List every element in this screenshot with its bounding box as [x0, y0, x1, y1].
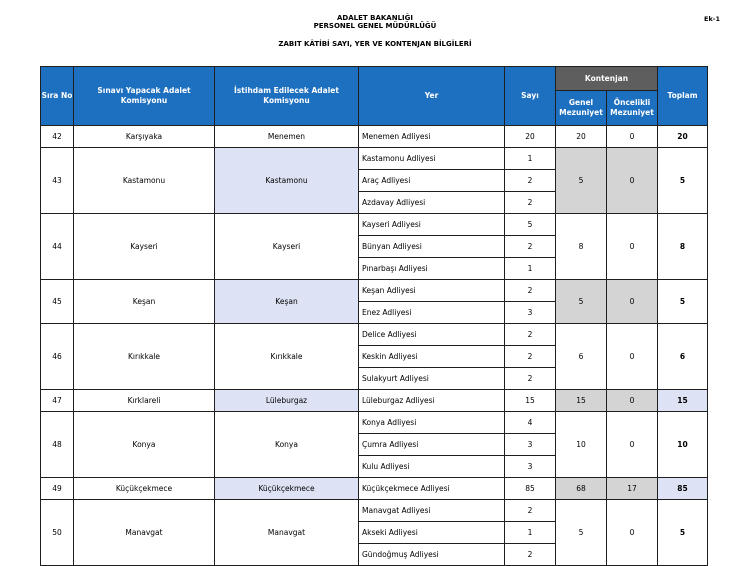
cell-yer: Manavgat Adliyesi	[359, 500, 505, 522]
cell-yer: Küçükçekmece Adliyesi	[359, 478, 505, 500]
cell-genel: 5	[556, 280, 607, 324]
header-sira: Sıra No	[41, 67, 74, 126]
cell-sinav: Kırklareli	[74, 390, 215, 412]
cell-sira: 47	[41, 390, 74, 412]
table-row	[41, 214, 708, 236]
cell-yer: Keşan Adliyesi	[359, 280, 505, 302]
cell-yer: Pınarbaşı Adliyesi	[359, 258, 505, 280]
table-row	[41, 148, 708, 170]
cell-sayi: 20	[505, 126, 556, 148]
cell-toplam: 10	[658, 412, 708, 478]
table-row	[41, 126, 708, 148]
cell-yer: Gündoğmuş Adliyesi	[359, 544, 505, 566]
cell-sayi: 2	[505, 544, 556, 566]
cell-toplam: 85	[658, 478, 708, 500]
cell-yer: Keskin Adliyesi	[359, 346, 505, 368]
cell-istihdam: Keşan	[215, 280, 359, 324]
cell-yer: Enez Adliyesi	[359, 302, 505, 324]
cell-yer: Lüleburgaz Adliyesi	[359, 390, 505, 412]
header-kontenjan: Kontenjan	[556, 67, 658, 91]
cell-sira: 42	[41, 126, 74, 148]
cell-sinav: Kastamonu	[74, 148, 215, 214]
cell-yer: Kulu Adliyesi	[359, 456, 505, 478]
cell-sayi: 2	[505, 500, 556, 522]
cell-sayi: 85	[505, 478, 556, 500]
cell-istihdam: Küçükçekmece	[215, 478, 359, 500]
table-row	[41, 478, 708, 500]
cell-oncelikli: 0	[607, 412, 658, 478]
table-row	[41, 500, 708, 522]
cell-sira: 44	[41, 214, 74, 280]
cell-sinav: Manavgat	[74, 500, 215, 566]
cell-yer: Azdavay Adliyesi	[359, 192, 505, 214]
cell-sira: 46	[41, 324, 74, 390]
cell-genel: 20	[556, 126, 607, 148]
doc-header-line1: ADALET BAKANLIĞI	[337, 14, 413, 22]
cell-istihdam: Kastamonu	[215, 148, 359, 214]
cell-sayi: 2	[505, 324, 556, 346]
cell-sayi: 15	[505, 390, 556, 412]
cell-genel: 6	[556, 324, 607, 390]
table-row	[41, 412, 708, 434]
cell-yer: Kastamonu Adliyesi	[359, 148, 505, 170]
cell-istihdam: Lüleburgaz	[215, 390, 359, 412]
cell-sayi: 2	[505, 236, 556, 258]
header-yer: Yer	[359, 67, 505, 126]
cell-genel: 5	[556, 148, 607, 214]
header-oncelikli: Öncelikli Mezuniyet	[607, 91, 658, 126]
cell-sinav: Konya	[74, 412, 215, 478]
cell-oncelikli: 17	[607, 478, 658, 500]
cell-sinav: Kırıkkale	[74, 324, 215, 390]
cell-sayi: 1	[505, 148, 556, 170]
cell-istihdam: Kayseri	[215, 214, 359, 280]
cell-genel: 10	[556, 412, 607, 478]
cell-yer: Menemen Adliyesi	[359, 126, 505, 148]
header-toplam: Toplam	[658, 67, 708, 126]
cell-yer: Sulakyurt Adliyesi	[359, 368, 505, 390]
cell-sira: 48	[41, 412, 74, 478]
cell-oncelikli: 0	[607, 126, 658, 148]
cell-sira: 50	[41, 500, 74, 566]
cell-sayi: 1	[505, 258, 556, 280]
header-genel: Genel Mezuniyet	[556, 91, 607, 126]
cell-sinav: Karşıyaka	[74, 126, 215, 148]
cell-genel: 5	[556, 500, 607, 566]
cell-sira: 43	[41, 148, 74, 214]
header-sinav: Sınavı Yapacak Adalet Komisyonu	[74, 67, 215, 126]
cell-yer: Kayseri Adliyesi	[359, 214, 505, 236]
header-sayi: Sayı	[505, 67, 556, 126]
cell-sira: 49	[41, 478, 74, 500]
cell-oncelikli: 0	[607, 280, 658, 324]
cell-sayi: 2	[505, 192, 556, 214]
cell-genel: 15	[556, 390, 607, 412]
cell-sayi: 2	[505, 368, 556, 390]
cell-toplam: 6	[658, 324, 708, 390]
header-istihdam: İstihdam Edilecek Adalet Komisyonu	[215, 67, 359, 126]
cell-sayi: 3	[505, 434, 556, 456]
annex-label: Ek-1	[704, 15, 720, 23]
cell-oncelikli: 0	[607, 148, 658, 214]
cell-sayi: 1	[505, 522, 556, 544]
cell-genel: 68	[556, 478, 607, 500]
cell-sayi: 2	[505, 346, 556, 368]
cell-sira: 45	[41, 280, 74, 324]
cell-istihdam: Menemen	[215, 126, 359, 148]
cell-oncelikli: 0	[607, 214, 658, 280]
cell-genel: 8	[556, 214, 607, 280]
cell-yer: Akseki Adliyesi	[359, 522, 505, 544]
cell-sinav: Keşan	[74, 280, 215, 324]
doc-header-line2: PERSONEL GENEL MÜDÜRLÜĞÜ	[313, 22, 437, 30]
cell-istihdam: Kırıkkale	[215, 324, 359, 390]
cell-istihdam: Konya	[215, 412, 359, 478]
cell-toplam: 5	[658, 148, 708, 214]
table-body	[41, 126, 708, 566]
cell-istihdam: Manavgat	[215, 500, 359, 566]
cell-yer: Konya Adliyesi	[359, 412, 505, 434]
cell-toplam: 15	[658, 390, 708, 412]
cell-sayi: 3	[505, 302, 556, 324]
cell-yer: Bünyan Adliyesi	[359, 236, 505, 258]
cell-oncelikli: 0	[607, 390, 658, 412]
cell-oncelikli: 0	[607, 324, 658, 390]
cell-toplam: 5	[658, 500, 708, 566]
cell-yer: Araç Adliyesi	[359, 170, 505, 192]
doc-subtitle: ZABIT KÂTİBİ SAYI, YER VE KONTENJAN BİLGİLERİ	[278, 40, 472, 48]
cell-yer: Çumra Adliyesi	[359, 434, 505, 456]
cell-sayi: 2	[505, 280, 556, 302]
cell-toplam: 20	[658, 126, 708, 148]
cell-yer: Delice Adliyesi	[359, 324, 505, 346]
cell-sayi: 3	[505, 456, 556, 478]
table-row	[41, 280, 708, 302]
cell-toplam: 5	[658, 280, 708, 324]
kontenjan-table	[40, 66, 708, 566]
table-row	[41, 390, 708, 412]
cell-sinav: Kayseri	[74, 214, 215, 280]
cell-sinav: Küçükçekmece	[74, 478, 215, 500]
cell-sayi: 5	[505, 214, 556, 236]
cell-toplam: 8	[658, 214, 708, 280]
table-row	[41, 324, 708, 346]
cell-oncelikli: 0	[607, 500, 658, 566]
cell-sayi: 2	[505, 170, 556, 192]
cell-sayi: 4	[505, 412, 556, 434]
